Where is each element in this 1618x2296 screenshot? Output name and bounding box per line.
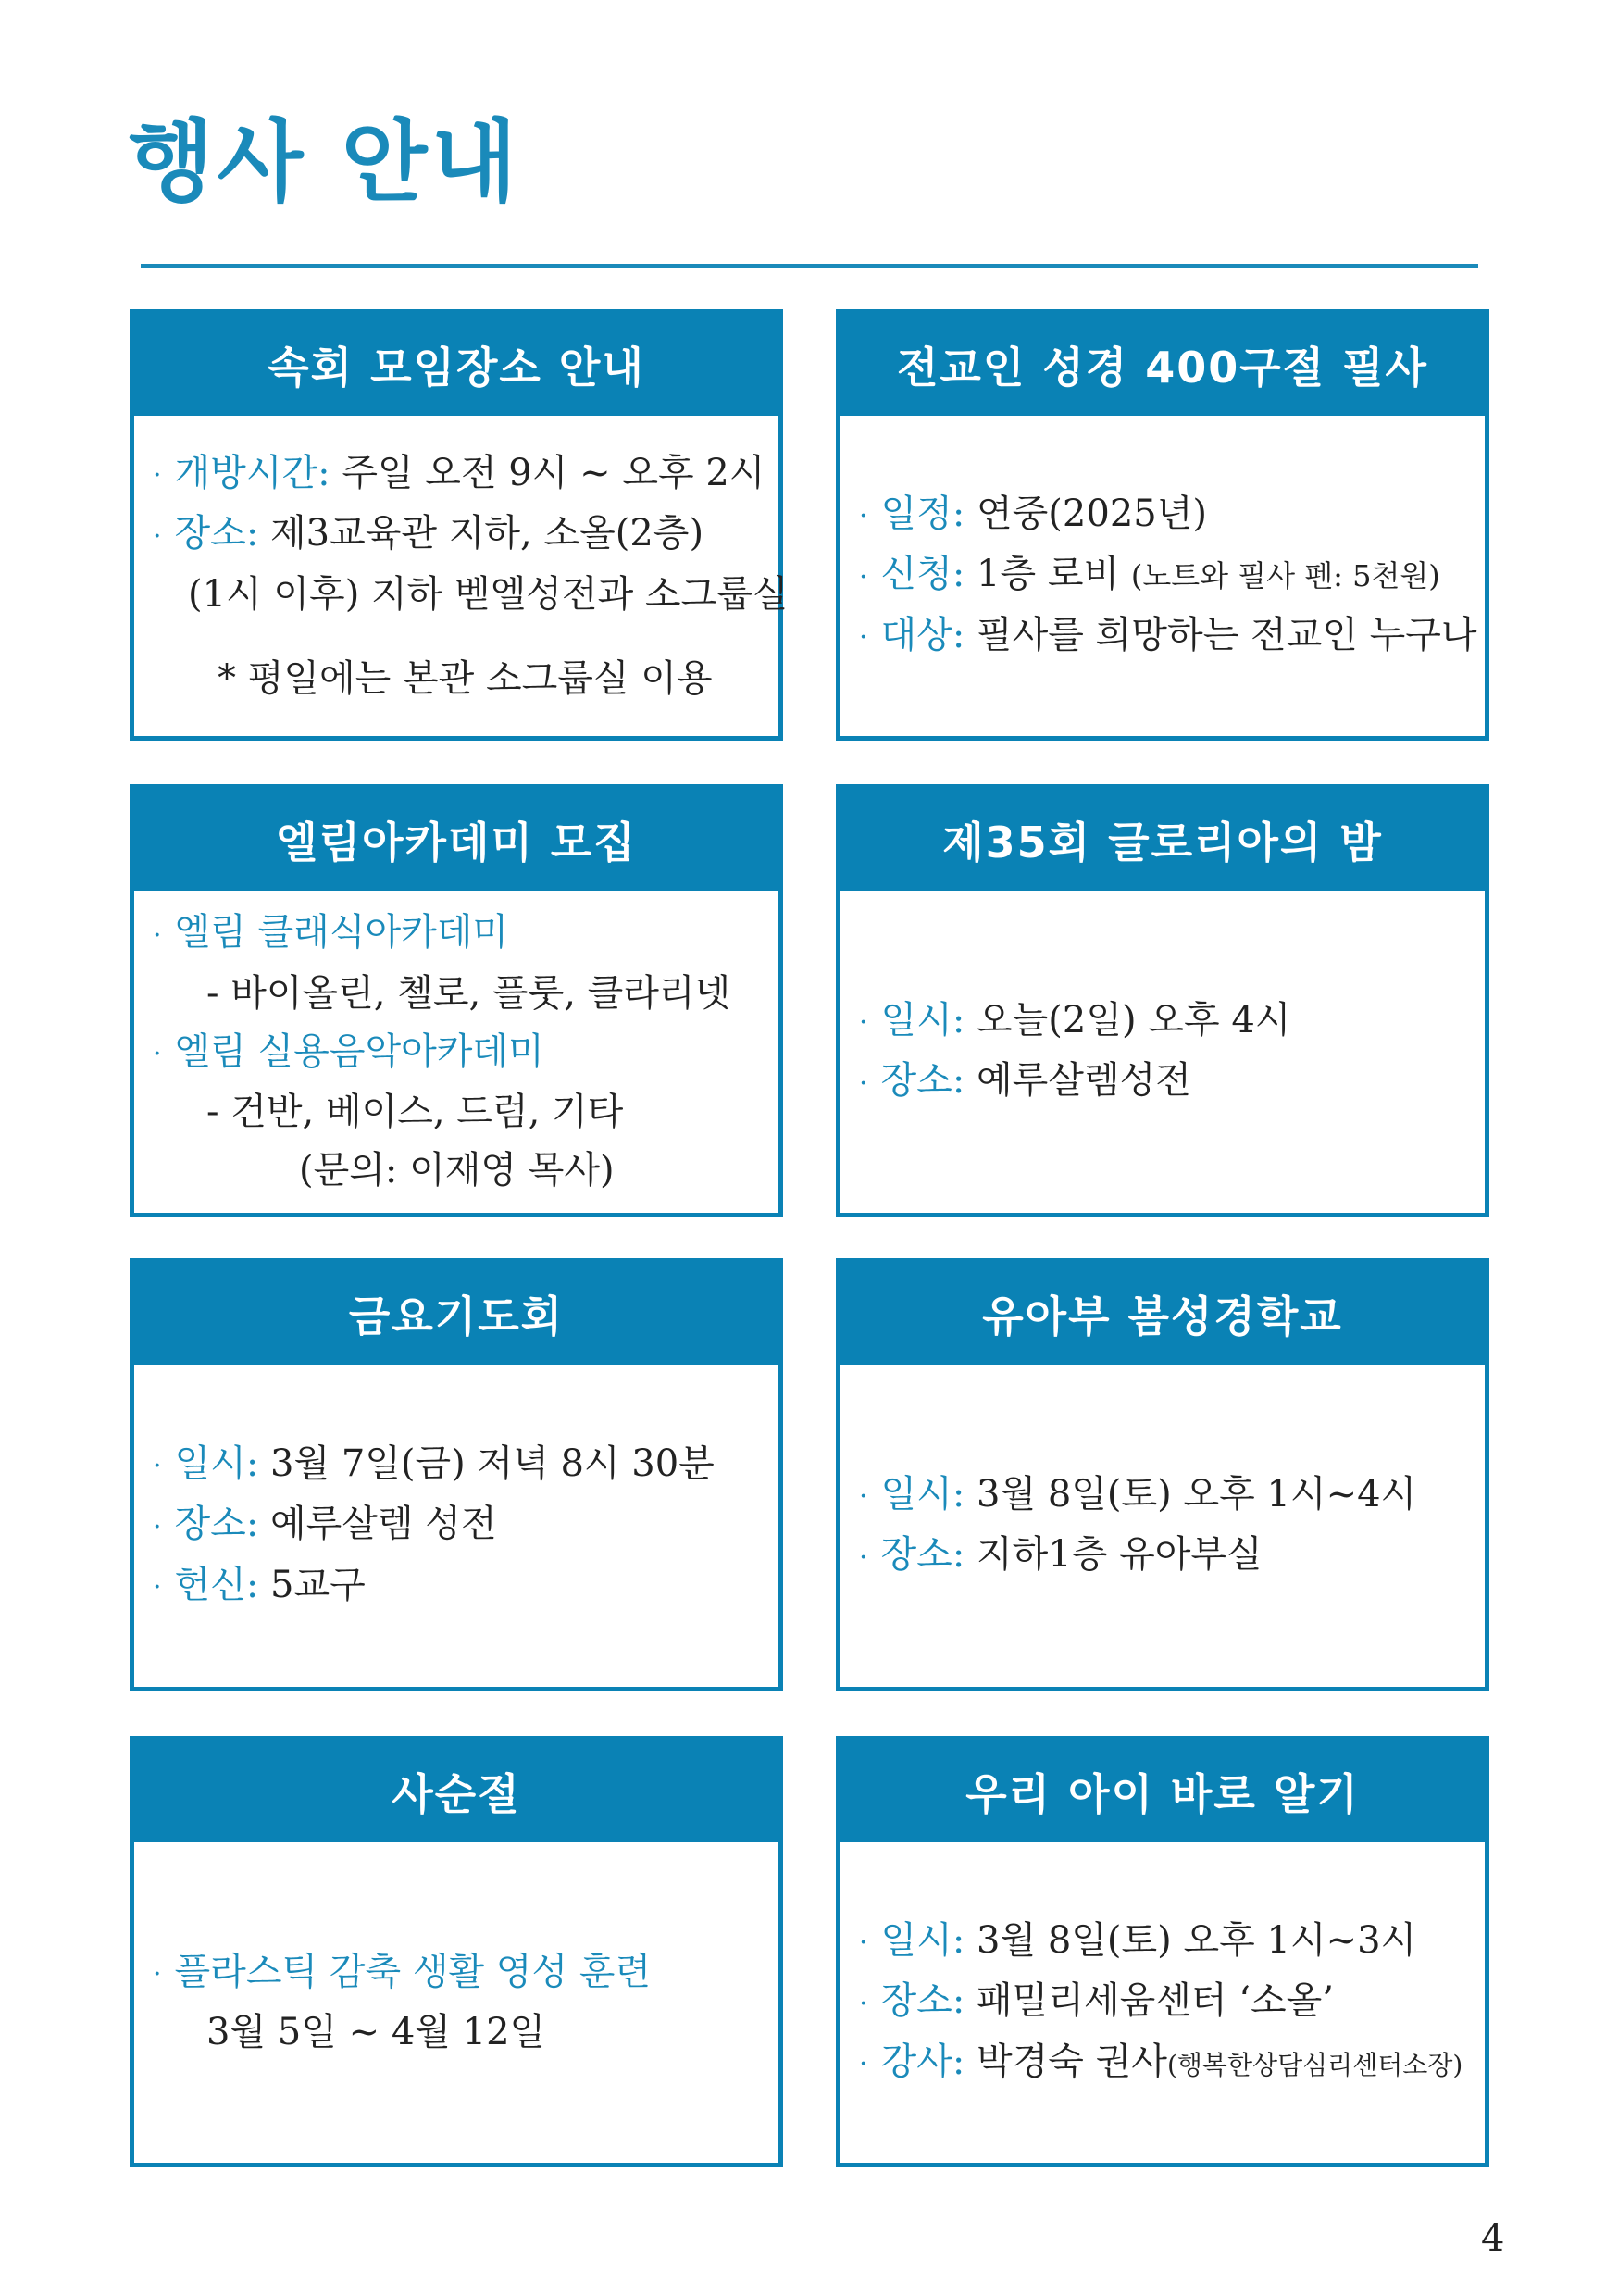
- card-gloria-night: [836, 784, 1489, 1217]
- list-item: · 일정: 연중(2025년): [859, 492, 1207, 535]
- bullet-icon: ·: [153, 1571, 162, 1604]
- list-item-detail: - 건반, 베이스, 드럼, 기타: [206, 1091, 624, 1133]
- bullet-icon: ·: [153, 459, 162, 492]
- list-item-continuation: (1시 이후) 지하 벧엘성전과 소그룹실: [188, 572, 789, 616]
- contact-note: (문의: 이재영 목사): [299, 1149, 615, 1192]
- title-divider: [141, 264, 1478, 268]
- bullet-icon: ·: [859, 2048, 868, 2080]
- card-meeting-place: [130, 309, 789, 741]
- list-item: · 일시: 3월 8일(토) 오후 1시~3시: [859, 1918, 1417, 1962]
- card-body: [134, 1842, 778, 2163]
- list-item-detail: - 바이올린, 첼로, 플룻, 클라리넷: [206, 971, 731, 1015]
- card-header: 제35회 글로리아의 밤: [840, 789, 1485, 891]
- card-friday-prayer: [130, 1258, 783, 1691]
- bullet-icon: ·: [859, 1006, 868, 1039]
- card-body: [840, 1842, 1485, 2163]
- page-number: 4: [1481, 2217, 1505, 2260]
- card-body: [840, 1365, 1485, 1687]
- bullet-icon: ·: [153, 1510, 162, 1543]
- page-title: 행사 안내: [128, 110, 521, 214]
- card-elim-academy: [130, 784, 783, 1217]
- card-bible-transcription: [836, 309, 1489, 741]
- card-lent: [130, 1736, 783, 2167]
- bullet-icon: ·: [859, 560, 868, 593]
- note: * 평일에는 본관 소그룹실 이용: [218, 656, 713, 700]
- list-item: · 개방시간: 주일 오전 9시 ~ 오후 2시: [153, 451, 765, 494]
- bullet-icon: ·: [859, 1067, 868, 1100]
- bullet-icon: ·: [859, 500, 868, 533]
- list-item: · 장소: 예루살렘성전: [859, 1059, 1191, 1102]
- bullet-icon: ·: [153, 918, 162, 952]
- card-header: 금요기도회: [134, 1263, 778, 1365]
- bullet-icon: ·: [859, 1987, 868, 2020]
- card-kids-bible-school: [836, 1258, 1489, 1691]
- bullet-icon: ·: [153, 519, 162, 553]
- bullet-icon: ·: [859, 1480, 868, 1513]
- list-item: · 강사: 박경숙 권사(행복한상담심리센터소장): [859, 2040, 1463, 2083]
- card-header: 전교인 성경 400구절 필사: [840, 314, 1485, 416]
- list-item: · 장소: 예루살렘 성전: [153, 1503, 497, 1546]
- card-body: [840, 891, 1485, 1213]
- list-item: · 장소: 패밀리세움센터 ‘소올’: [859, 1979, 1334, 2022]
- list-item: · 헌신: 5교구: [153, 1563, 366, 1606]
- card-know-our-child: [836, 1736, 1489, 2167]
- card-header: 유아부 봄성경학교: [840, 1263, 1485, 1365]
- list-item: · 신청: 1층 로비 (노트와 필사 펜: 5천원): [859, 553, 1440, 596]
- card-header: 엘림아카데미 모집: [134, 789, 778, 891]
- list-item: · 일시: 3월 8일(토) 오후 1시~4시: [859, 1472, 1417, 1516]
- bullet-icon: ·: [859, 1927, 868, 1959]
- list-item-detail: 3월 5일 ~ 4월 12일: [206, 2011, 546, 2054]
- bullet-icon: ·: [153, 1038, 162, 1070]
- card-body: [134, 891, 778, 1213]
- card-body: [840, 416, 1485, 736]
- list-item: · 플라스틱 감축 생활 영성 훈련: [153, 1950, 652, 1993]
- list-item: · 엘림 실용음악아카데미: [153, 1029, 544, 1073]
- bullet-icon: ·: [859, 1541, 868, 1574]
- card-header: 사순절: [134, 1741, 778, 1842]
- bullet-icon: ·: [153, 1958, 162, 1991]
- list-item: · 장소: 제3교육관 지하, 소올(2층): [153, 512, 704, 555]
- list-item: · 일시: 3월 7일(금) 저녁 8시 30분: [153, 1441, 715, 1485]
- card-body: [134, 1365, 778, 1687]
- list-item: · 엘림 클래식아카데미: [153, 911, 509, 954]
- card-header: 속회 모임장소 안내: [134, 314, 778, 416]
- bullet-icon: ·: [859, 621, 868, 655]
- list-item: · 일시: 오늘(2일) 오후 4시: [859, 998, 1291, 1042]
- list-item: · 장소: 지하1층 유아부실: [859, 1533, 1263, 1576]
- list-item: · 대상: 필사를 희망하는 전교인 누구나: [859, 613, 1477, 656]
- card-header: 우리 아이 바로 알기: [840, 1741, 1485, 1842]
- bullet-icon: ·: [153, 1450, 162, 1483]
- card-body: [134, 416, 789, 736]
